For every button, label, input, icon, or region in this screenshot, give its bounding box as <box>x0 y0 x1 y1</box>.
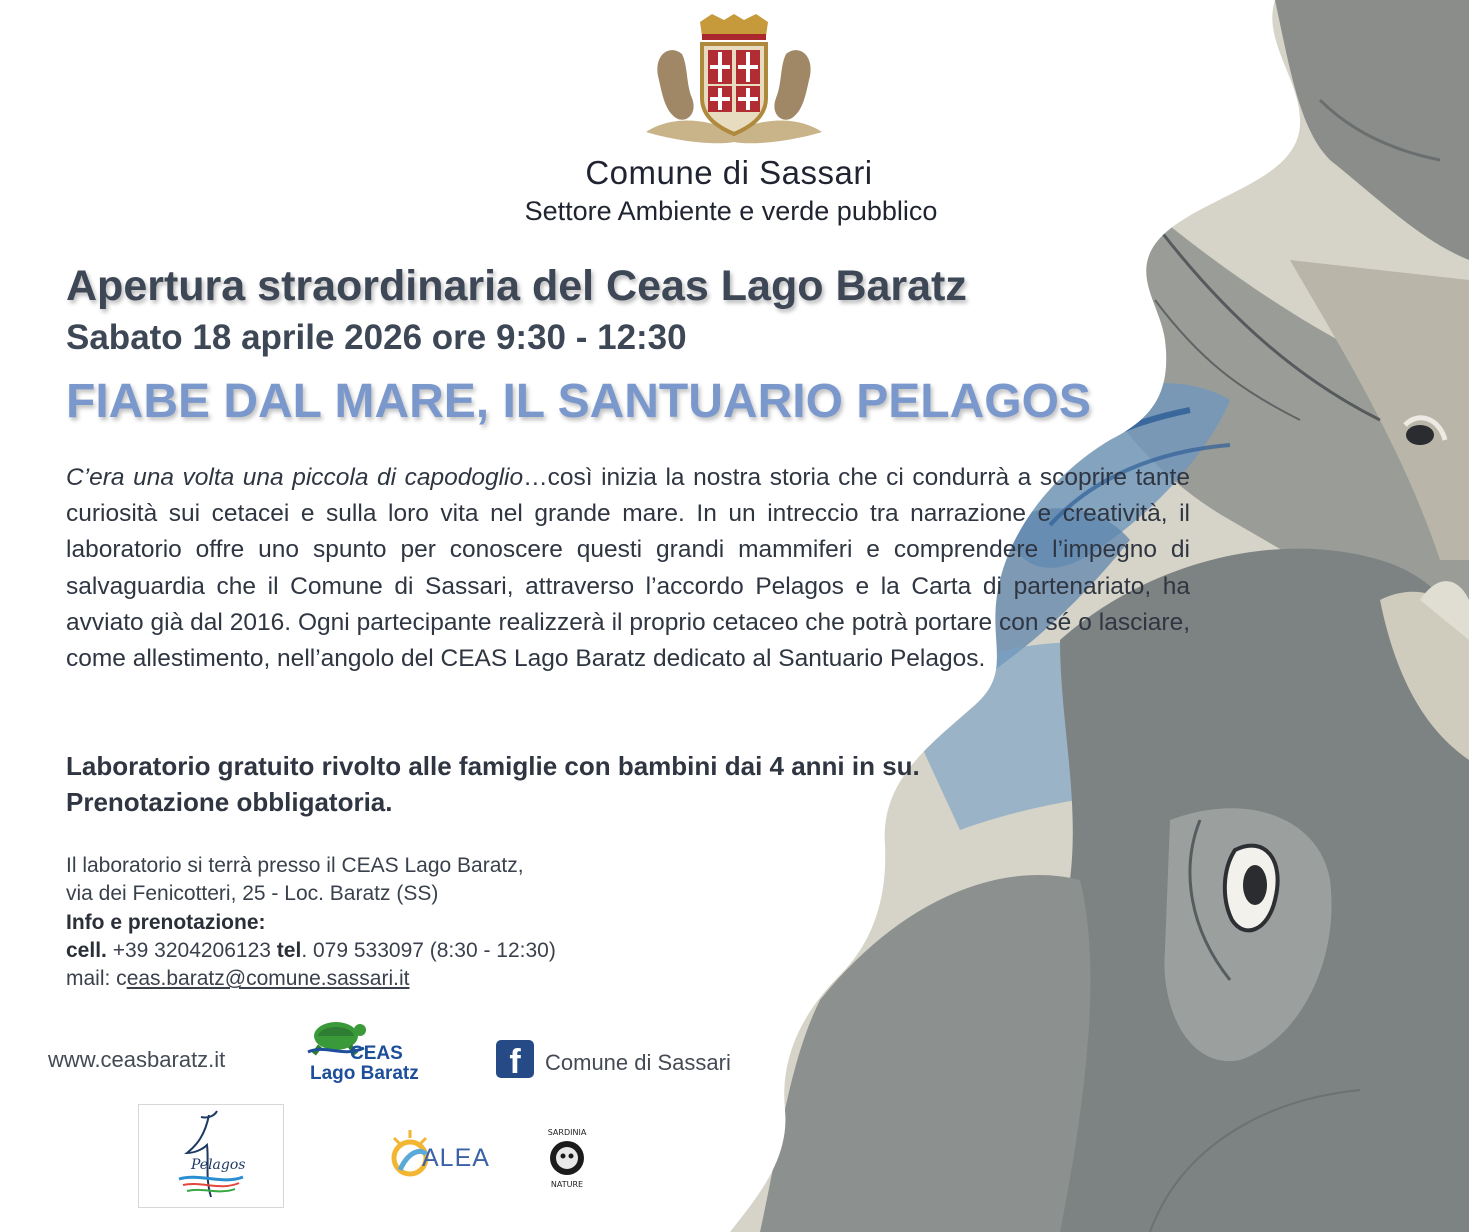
event-subtitle: FIABE DAL MARE, IL SANTUARIO PELAGOS <box>66 375 1091 428</box>
mail-line <box>66 965 556 993</box>
sardinia-logo-top-text: SARDINIA <box>547 1128 587 1137</box>
info-label: Info e prenotazione: <box>66 910 266 934</box>
free-lab-notice <box>66 748 920 820</box>
notice-line-booking: Prenotazione obbligatoria. <box>66 787 393 817</box>
description-intro: C’era una volta una piccola di capodoglio <box>66 464 524 491</box>
organization-department: Settore Ambiente e verde pubblico <box>524 196 938 226</box>
location-line: Il laboratorio si terrà presso il CEAS Lago Baratz, <box>66 854 524 877</box>
pelagos-logo-text: Pelagos <box>191 1157 246 1173</box>
email-link[interactable]: eas.baratz@comune.sassari.it <box>126 967 410 991</box>
contact-info <box>66 852 556 993</box>
ceas-logo-text <box>310 1044 419 1084</box>
ceas-logo-line2: Lago Baratz <box>310 1063 419 1084</box>
event-datetime: Sabato 18 aprile 2026 ore 9:30 - 12:30 <box>66 318 687 357</box>
tel-label: tel <box>276 938 302 962</box>
description-body: …così inizia la nostra storia che ci condurrà a scoprire tante curiosità sui cetacei e sulla loro vita nel grande mare. In un intreccio tra narrazione e creatività, il laboratorio offre uno spunto per conoscere questi grandi mammiferi e comprendere l’impegno di salvaguardia che il Comune di Sassari, attraverso l’accordo Pelagos e la Carta di partenariato, ha avviato già dal 2016. Ogni partecipante realizzerà il proprio cetaceo che potrà portare con sé o lasciare, come allestimento, nell’angolo del CEAS Lago Baratz dedicato al Santuario Pelagos. <box>66 464 1190 673</box>
website-link[interactable]: www.ceasbaratz.it <box>48 1047 226 1072</box>
coat-of-arms-icon <box>636 14 832 154</box>
cell-number[interactable]: +39 3204206123 <box>106 938 277 962</box>
event-description <box>66 460 1190 677</box>
alea-logo-text: ALEA <box>422 1144 490 1172</box>
mail-label: mail: c <box>66 967 127 991</box>
address-line: via dei Fenicotteri, 25 - Loc. Baratz (SS) <box>66 882 439 906</box>
sardinia-nature-logo-icon <box>542 1126 592 1190</box>
sardinia-logo-bottom-text: NATURE <box>550 1180 584 1189</box>
phone-line <box>66 937 556 965</box>
cell-label: cell. <box>66 938 107 962</box>
pelagos-whale-icon <box>139 1105 283 1207</box>
notice-line-audience: Laboratorio gratuito rivolto alle famiglie con bambini dai 4 anni in su. <box>66 751 920 781</box>
event-title: Apertura straordinaria del Ceas Lago Baratz <box>66 262 967 310</box>
pelagos-logo <box>138 1104 284 1208</box>
facebook-page-link[interactable]: Comune di Sassari <box>545 1050 731 1075</box>
tel-number[interactable]: . 079 533097 (8:30 - 12:30) <box>301 938 556 962</box>
organization-name: Comune di Sassari <box>585 154 873 191</box>
ceas-logo-line1: CEAS <box>350 1043 403 1064</box>
facebook-icon[interactable]: f <box>496 1040 534 1078</box>
